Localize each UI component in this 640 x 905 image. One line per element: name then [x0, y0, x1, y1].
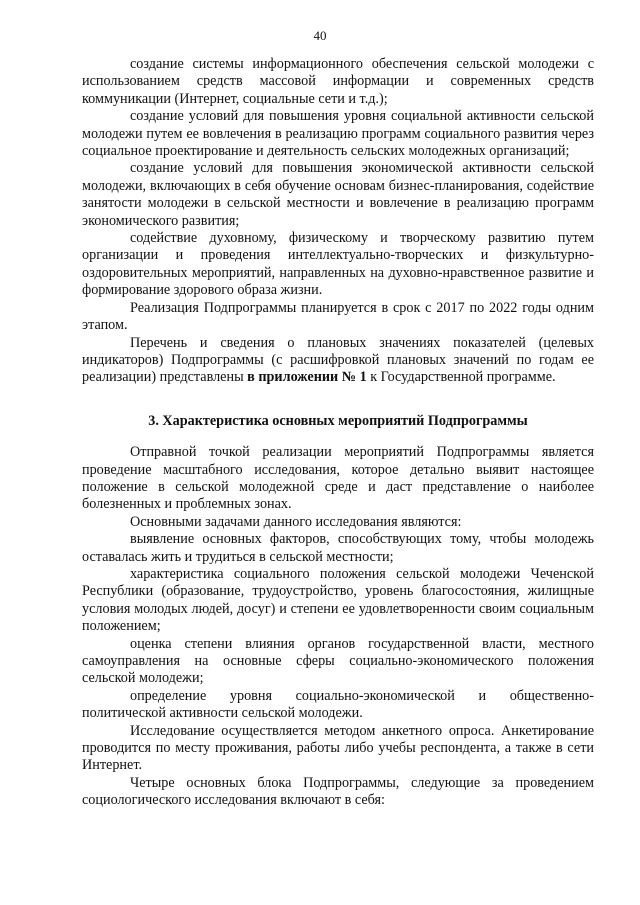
- paragraph: Исследование осуществляется методом анкетного опроса. Анкетирование проводится по месту проживания, работы либо учебы респондента, а также в сети Интернет.: [82, 722, 594, 774]
- appendix-reference-paragraph: [82, 335, 594, 387]
- paragraph: определение уровня социально-экономической и общественно-политической активности сельской молодежи.: [82, 687, 594, 722]
- appendix-reference: в приложении № 1: [247, 369, 367, 386]
- paragraph: содействие духовному, физическому и творческому развитию путем организации и проведения интеллектуально-творческих и физкультурно-оздоровительных мероприятий, направленных на духовно-нравственное развитие и формирование здорового образа жизни.: [82, 230, 594, 299]
- paragraph: создание условий для повышения экономической активности сельской молодежи, включающих в себя обучение основам бизнес-планирования, содействие занятости молодежи в сельской местности и вовлечение в реализацию программ экономического развития;: [82, 160, 594, 229]
- paragraph: оценка степени влияния органов государственной власти, местного самоуправления на основные сферы социально-экономического положения сельской молодежи;: [82, 635, 594, 687]
- appendix-text-before: Перечень и сведения о плановых значениях показателей (целевых индикаторов) Подпрограммы (с расшифровкой плановых значений по годам ее реализации) представлены: [82, 334, 594, 386]
- paragraph: выявление основных факторов, способствующих тому, чтобы молодежь оставалась жить и трудиться в сельской местности;: [82, 531, 594, 565]
- paragraph: Четыре основных блока Подпрограммы, следующие за проведением социологического исследования включают в себя:: [82, 774, 594, 809]
- appendix-text-after: к Государственной программе.: [366, 369, 556, 386]
- section-heading: 3. Характеристика основных мероприятий Подпрограммы: [148, 412, 528, 429]
- page-number: 40: [313, 28, 327, 43]
- paragraph: Основными задачами данного исследования являются:: [130, 513, 462, 530]
- paragraph: Отправной точкой реализации мероприятий Подпрограммы является проведение масштабного исследования, которое детально выявит настоящее положение в сельской молодежной среде и даст представление о наиболее болезненных и проблемных зонах.: [82, 444, 594, 513]
- paragraph: создание условий для повышения уровня социальной активности сельской молодежи путем ее вовлечения в реализацию программ социального развития через социальное проектирование и деятельность сельских молодежных организаций;: [82, 108, 594, 160]
- document-body: [82, 56, 594, 810]
- paragraph: создание системы информационного обеспечения сельской молодежи с использованием средств массовой информации и современных средств коммуникации (Интернет, социальные сети и т.д.);: [82, 56, 594, 107]
- paragraph: характеристика социального положения сельской молодежи Чеченской Республики (образование, трудоустройство, уровень благосостояния, жилищные условия молодых людей, досуг) и степени ее удовлетворенности своим социальным положением;: [82, 565, 594, 635]
- paragraph: Реализация Подпрограммы планируется в срок с 2017 по 2022 годы одним этапом.: [82, 299, 594, 334]
